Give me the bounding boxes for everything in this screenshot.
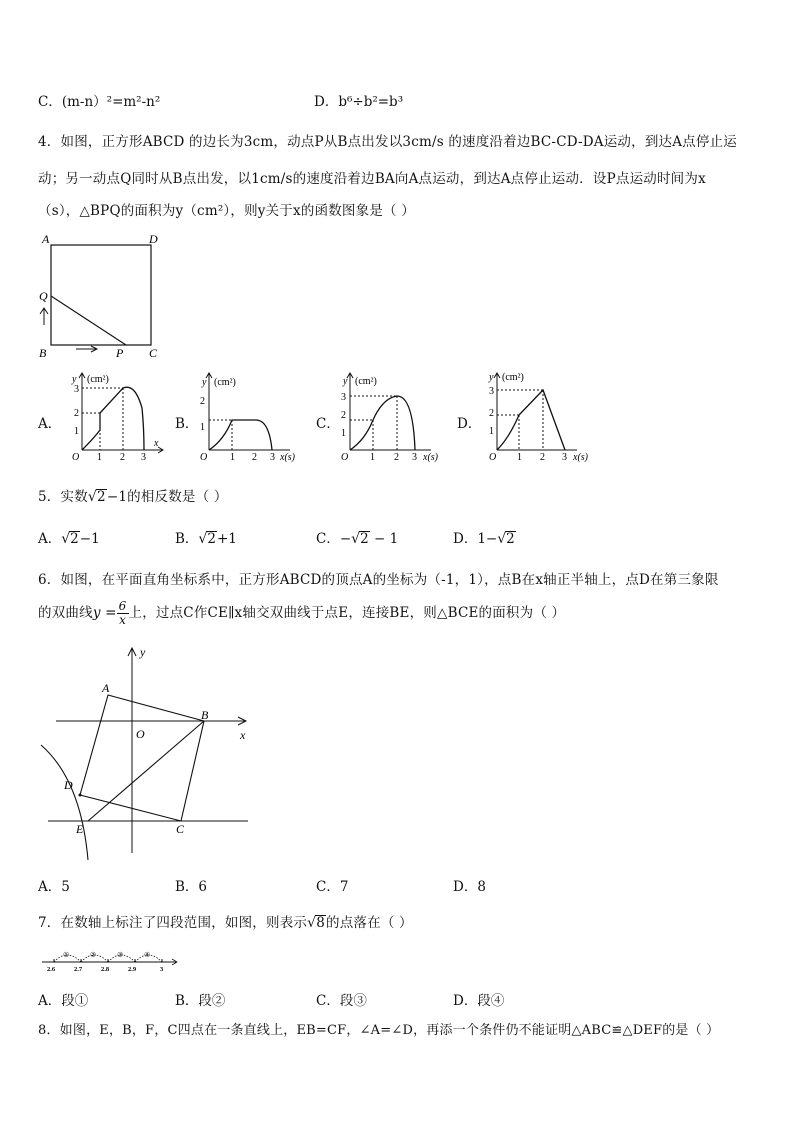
q6-stem-line-2 — [38, 600, 565, 627]
x-tick-3: 3 — [141, 452, 146, 463]
tick-3: 3 — [341, 392, 346, 403]
q5-option-d: D．1−√2 — [453, 531, 515, 547]
q4-graph-a — [62, 368, 172, 463]
q4-option-d-letter: D． — [457, 416, 482, 432]
tick-3: 3 — [74, 384, 79, 395]
square-abcd — [80, 695, 204, 821]
q5-stem — [38, 485, 228, 505]
label-p: P — [116, 346, 124, 360]
segment-1-label: ① — [63, 951, 70, 959]
origin-label: O — [489, 452, 497, 463]
label-a: A — [102, 681, 110, 695]
x-tick-2: 2 — [394, 452, 399, 463]
y-label: y — [72, 374, 77, 385]
tick-2: 2 — [489, 408, 494, 419]
label-o: O — [136, 727, 145, 741]
x-label: x(s) — [280, 452, 295, 463]
q5-option-c: C．−√2 − 1 — [316, 531, 399, 547]
q5-expr-rest: −1 — [106, 489, 128, 505]
radical-sign: √ — [307, 915, 317, 931]
label-b: B — [39, 346, 47, 360]
q4-graph-c — [335, 368, 455, 463]
q5-stem-tail: 的相反数是（ ） — [127, 489, 228, 505]
label-c: C — [176, 822, 185, 836]
tick-1: 1 — [200, 422, 205, 433]
tick-2-9: 2.9 — [128, 966, 137, 973]
x-label: x — [154, 438, 159, 449]
tick-3: 3 — [489, 386, 494, 397]
q7-stem-text: 7．在数轴上标注了四段范围，如图，则表示 — [38, 915, 308, 931]
q6-coordinate-figure — [36, 640, 256, 865]
y-unit: (cm²) — [214, 377, 236, 388]
segment-qp — [51, 296, 126, 345]
function-curve — [82, 387, 144, 450]
label-q: Q — [39, 289, 48, 303]
x-tick-1: 1 — [370, 452, 375, 463]
label-d: D — [149, 232, 158, 246]
point-d — [79, 794, 82, 797]
y-unit: (cm²) — [87, 374, 109, 385]
x-label: x(s) — [573, 452, 588, 463]
q5-radicand: 2 — [97, 489, 106, 505]
tick-3: 3 — [160, 966, 164, 973]
q6-func-y: y = — [92, 605, 117, 621]
x-tick-2: 2 — [540, 452, 545, 463]
y-unit: (cm²) — [502, 372, 524, 383]
segment-2-label: ② — [90, 951, 97, 959]
q4-option-a-letter: A． — [38, 416, 62, 432]
q4-stem-line-1: 4．如图，正方形ABCD 的边长为3cm，动点P从B点出发以3cm/s 的速度沿着边BC-CD-DA运动，到达A点停止运 — [38, 134, 737, 150]
x-tick-2: 2 — [120, 452, 125, 463]
q6-option-a: A．5 — [38, 879, 70, 895]
x-tick-3: 3 — [412, 452, 417, 463]
segment-be — [88, 721, 204, 821]
q5-option-b: B．√2+1 — [175, 531, 237, 547]
square-abcd — [51, 245, 151, 345]
label-c: C — [149, 346, 158, 360]
tick-2-7: 2.7 — [74, 966, 83, 973]
radical-sign: √ — [87, 489, 98, 505]
tick-1: 1 — [489, 426, 494, 437]
q6-option-b: B．6 — [175, 879, 208, 895]
q4-graph-b — [194, 368, 314, 463]
x-tick-1: 1 — [230, 452, 235, 463]
q7-stem-tail: 的点落在（ ） — [326, 915, 413, 931]
q3-option-d: D．b⁶÷b²=b³ — [314, 94, 404, 110]
tick-2-6: 2.6 — [47, 966, 56, 973]
q6-line2-pre: 的双曲线 — [38, 605, 93, 621]
q6-option-c: C．7 — [316, 879, 349, 895]
origin-label: O — [341, 452, 349, 463]
q6-line2-post: 上，过点C作CE∥x轴交双曲线于点E，连接BE，则△BCE的面积为（ ） — [128, 605, 566, 621]
origin-label: O — [72, 452, 80, 463]
q7-option-c: C．段③ — [316, 993, 367, 1009]
segment-4-label: ④ — [144, 951, 151, 959]
x-tick-3: 3 — [270, 452, 275, 463]
q4-stem-line-3: （s），△BPQ的面积为y（cm²），则y关于x的函数图象是（ ） — [38, 203, 415, 219]
origin-label: O — [200, 452, 208, 463]
tick-1: 1 — [341, 428, 346, 439]
x-tick-3: 3 — [562, 452, 567, 463]
tick-2: 2 — [341, 410, 346, 421]
q4-graph-d — [477, 368, 602, 463]
label-e: E — [76, 822, 84, 836]
tick-2: 2 — [200, 396, 205, 407]
function-curve — [209, 420, 272, 450]
q6-stem-line-1: 6．如图，在平面直角坐标系中，正方形ABCD的顶点A的坐标为（-1，1），点B在x轴正半轴上，点D在第三象限 — [38, 572, 719, 588]
q6-fraction: $\frac{6}{x}$ — [118, 599, 127, 627]
q5-option-a: A．√2−1 — [38, 531, 100, 547]
q7-stem — [38, 911, 413, 931]
x-tick-2: 2 — [252, 452, 257, 463]
q6-option-d: D．8 — [453, 879, 486, 895]
segment-3-label: ③ — [117, 951, 124, 959]
tick-2-8: 2.8 — [101, 966, 110, 973]
function-curve — [497, 390, 565, 450]
label-d: D — [64, 778, 73, 792]
q4-square-figure — [36, 230, 176, 365]
q7-option-a: A．段① — [38, 993, 89, 1009]
q8-stem-line-1: 8．如图，E，B，F，C四点在一条直线上，EB=CF，∠A=∠D，再添一个条件仍不能证明△ABC≌△DEF的是（ ） — [38, 1023, 720, 1038]
function-curve — [350, 396, 415, 450]
q5-stem-text: 5．实数 — [38, 489, 88, 505]
q4-option-c-letter: C． — [316, 416, 340, 432]
tick-1: 1 — [74, 426, 79, 437]
x-label: x(s) — [423, 452, 438, 463]
q7-option-b: B．段② — [175, 993, 226, 1009]
y-label: y — [202, 377, 207, 388]
tick-2: 2 — [74, 408, 79, 419]
y-unit: (cm²) — [355, 376, 377, 387]
label-y: y — [140, 645, 146, 659]
q4-stem-line-2: 动；另一动点Q同时从B点出发，以1cm/s的速度沿着边BA向A点运动，到达A点停止运动．设P点运动时间为x — [38, 171, 706, 187]
q4-option-b-letter: B． — [175, 416, 199, 432]
q3-option-c: C．(m-n）²=m²-n² — [38, 94, 161, 110]
label-x: x — [240, 728, 246, 742]
x-tick-1: 1 — [97, 452, 102, 463]
hyperbola-branch — [41, 745, 88, 860]
y-label: y — [343, 376, 348, 387]
q7-radicand: 8 — [316, 915, 326, 931]
label-a: A — [42, 232, 50, 246]
x-tick-1: 1 — [517, 452, 522, 463]
label-b: B — [201, 708, 209, 722]
q7-option-d: D．段④ — [453, 993, 505, 1009]
q7-number-line — [38, 944, 188, 974]
y-label: y — [489, 372, 494, 383]
